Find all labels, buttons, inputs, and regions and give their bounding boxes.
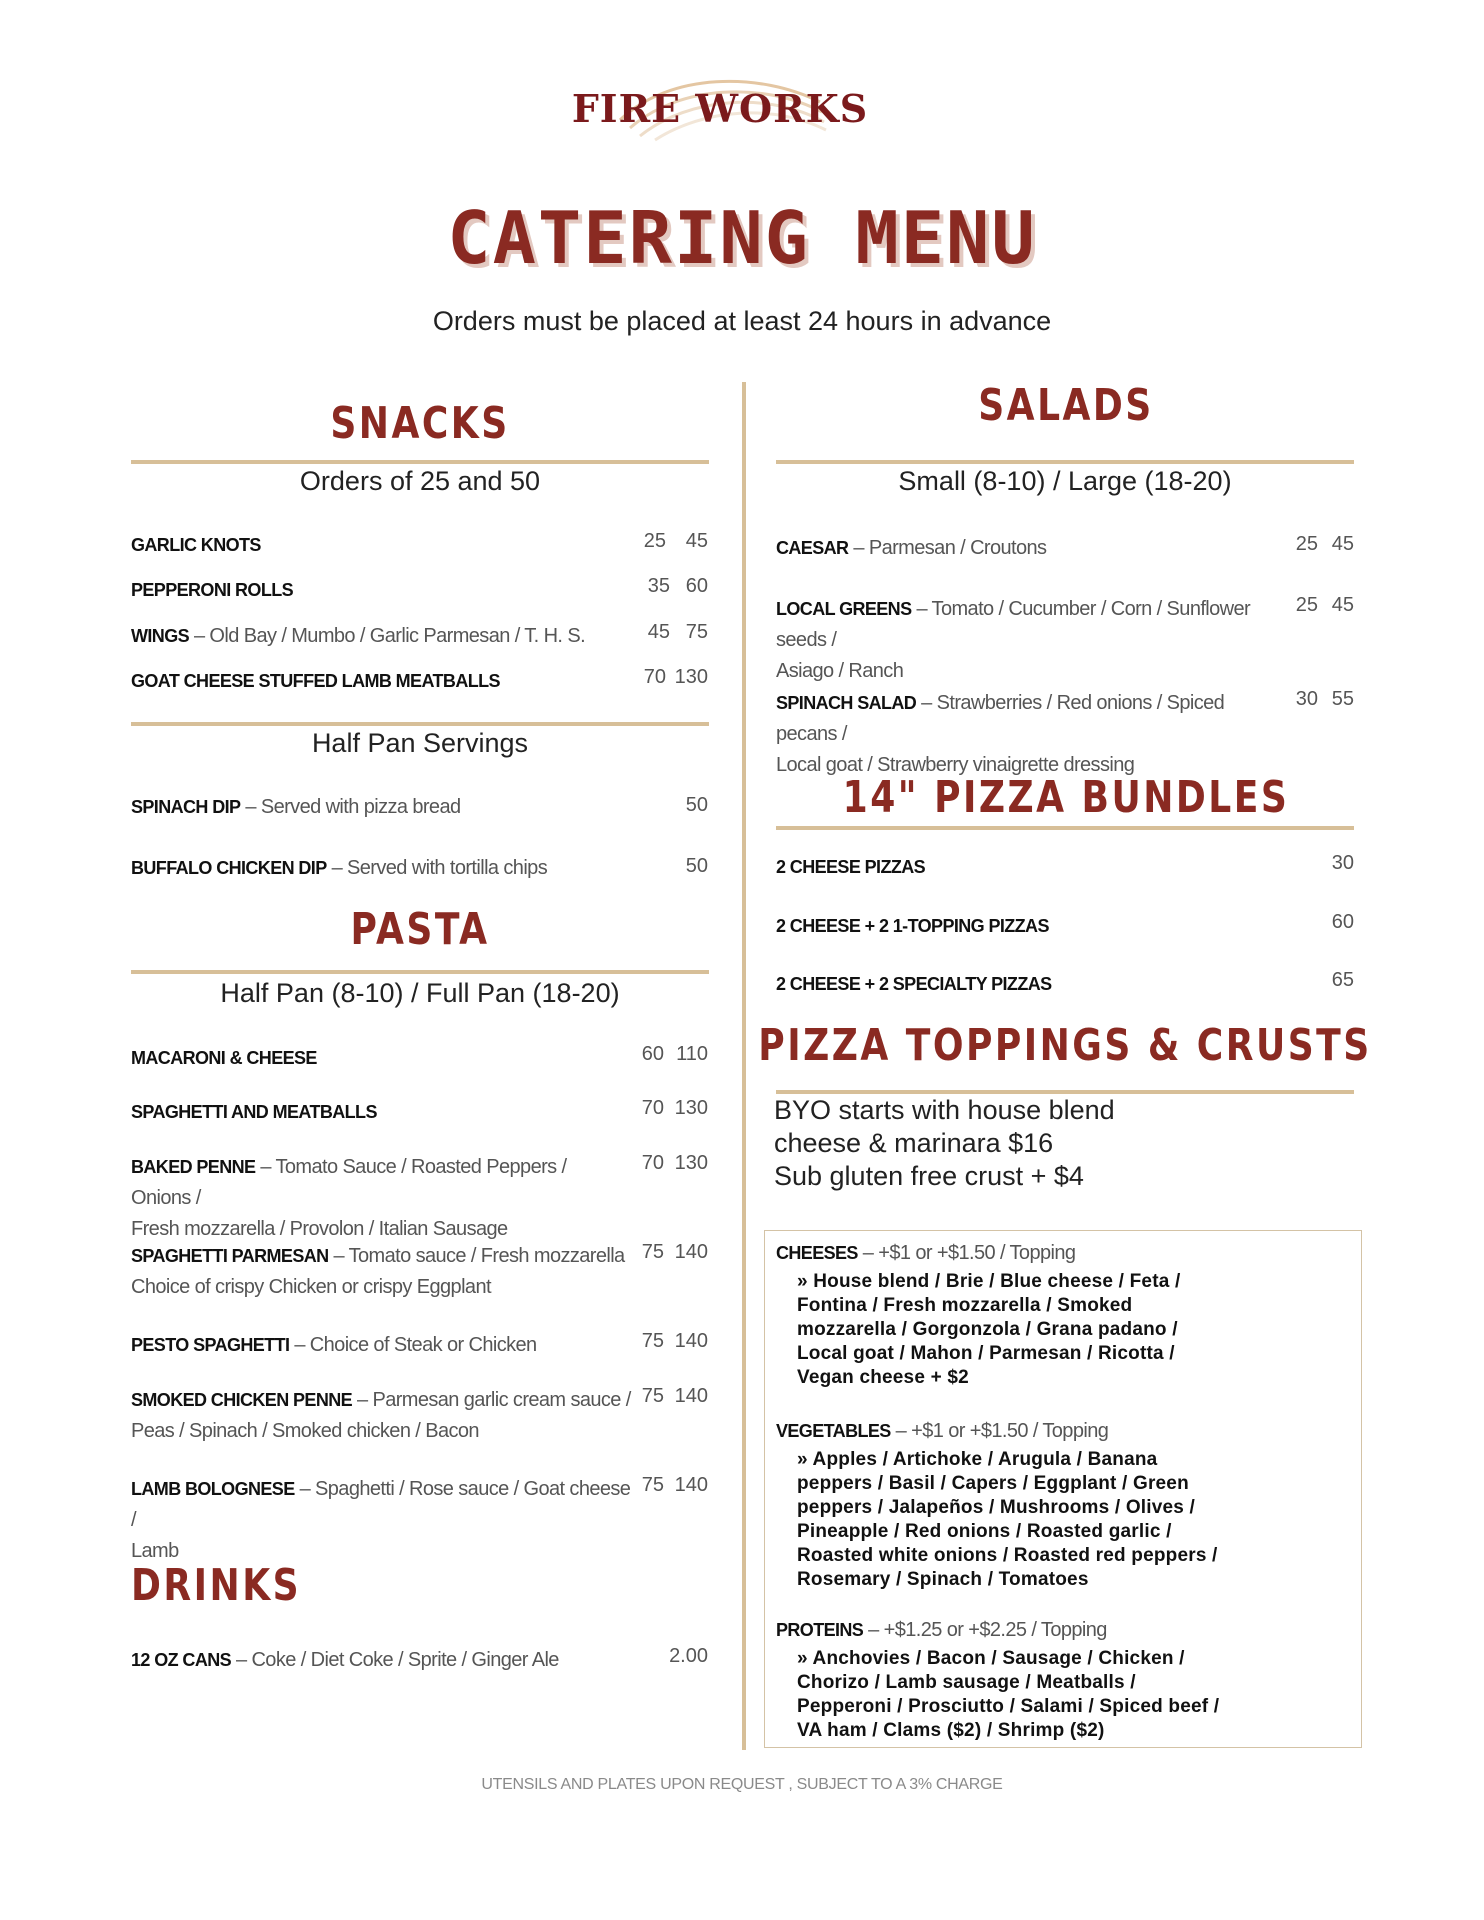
price: 50 — [685, 855, 708, 877]
menu-item: CAESAR – Parmesan / Croutons — [776, 537, 1047, 559]
menu-item: GOAT CHEESE STUFFED LAMB MEATBALLS — [131, 671, 500, 691]
menu-item: WINGS – Old Bay / Mumbo / Garlic Parmesan / T. H. S. — [131, 625, 586, 647]
menu-item: 2 CHEESE + 2 SPECIALTY PIZZAS — [776, 974, 1052, 994]
price-small: 35 — [647, 575, 670, 597]
price: 30 — [1331, 852, 1354, 874]
menu-item: MACARONI & CHEESE — [131, 1048, 317, 1068]
price-half: 75 — [641, 1330, 664, 1352]
byo-info — [774, 1094, 1294, 1193]
price: 65 — [1331, 969, 1354, 991]
price-large: 75 — [685, 621, 708, 643]
salads-rule — [776, 460, 1354, 464]
price-full: 110 — [676, 1043, 708, 1065]
price-small: 70 — [643, 666, 666, 688]
bundles-rule — [776, 826, 1354, 830]
price-large: 45 — [685, 530, 708, 552]
menu-item: SPAGHETTI AND MEATBALLS — [131, 1102, 377, 1122]
pasta-heading: PASTA — [350, 904, 490, 955]
price-full: 140 — [674, 1241, 708, 1263]
price-full: 130 — [674, 1097, 708, 1119]
pasta-rule — [131, 970, 709, 974]
topping-group-heading: PROTEINS – +$1.25 or +$2.25 / Topping — [776, 1619, 1107, 1641]
price-half: 70 — [641, 1152, 664, 1174]
menu-item: LOCAL GREENS – Tomato / Cucumber / Corn / Sunflower seeds / Asiago / Ranch — [776, 598, 1251, 682]
price-large: 45 — [1331, 594, 1354, 616]
salads-heading: SALADS — [978, 380, 1154, 431]
price-full: 140 — [674, 1474, 708, 1496]
snacks-heading: SNACKS — [330, 398, 510, 449]
price-small: 45 — [647, 621, 670, 643]
page-title: CATERING MENU — [447, 196, 1037, 280]
topping-group-heading: VEGETABLES – +$1 or +$1.50 / Topping — [776, 1420, 1109, 1442]
price-small: 25 — [643, 530, 666, 552]
menu-item: SMOKED CHICKEN PENNE – Parmesan garlic cream sauce / Peas / Spinach / Smoked chicken / Bacon — [131, 1389, 631, 1442]
menu-item: BAKED PENNE – Tomato Sauce / Roasted Peppers / Onions / Fresh mozzarella / Provolon / Italian Sausage — [131, 1156, 567, 1240]
menu-item: PESTO SPAGHETTI – Choice of Steak or Chicken — [131, 1334, 537, 1356]
snacks-subheading: Orders of 25 and 50 — [299, 466, 541, 496]
price-full: 140 — [674, 1385, 708, 1407]
drinks-heading: DRINKS — [131, 1560, 302, 1611]
price: 60 — [1331, 911, 1354, 933]
bundles-heading: 14" PIZZA BUNDLES — [842, 772, 1290, 823]
price: 50 — [685, 794, 708, 816]
price-half: 60 — [641, 1043, 664, 1065]
half-pan-rule — [131, 722, 709, 726]
snacks-rule — [131, 460, 709, 464]
pasta-subheading: Half Pan (8-10) / Full Pan (18-20) — [220, 978, 620, 1008]
footer-note: UTENSILS AND PLATES UPON REQUEST , SUBJECT TO A 3% CHARGE — [481, 1776, 1003, 1793]
price-half: 75 — [641, 1241, 664, 1263]
salads-subheading: Small (8-10) / Large (18-20) — [898, 466, 1232, 496]
menu-item: 12 OZ CANS – Coke / Diet Coke / Sprite / Ginger Ale — [131, 1649, 559, 1671]
topping-list-proteins: » Anchovies / Bacon / Sausage / Chicken / Chorizo / Lamb sausage / Meatballs / Pepperoni / Prosciutto / Salami / Spiced beef / VA ham / Clams ($2) / Shrimp ($2) — [797, 1648, 1220, 1741]
logo — [560, 62, 880, 152]
price-large: 60 — [685, 575, 708, 597]
price-large: 55 — [1331, 688, 1354, 710]
price-half: 70 — [641, 1097, 664, 1119]
menu-item: SPINACH SALAD – Strawberries / Red onions / Spiced pecans / Local goat / Strawberry vinaigrette dressing — [776, 692, 1225, 776]
price-small: 25 — [1295, 533, 1318, 555]
menu-item: LAMB BOLOGNESE – Spaghetti / Rose sauce / Goat cheese / Lamb — [131, 1478, 631, 1562]
price: 2.00 — [669, 1645, 708, 1667]
byo-line: Sub gluten free crust + $4 — [774, 1161, 1084, 1191]
half-pan-subheading: Half Pan Servings — [311, 728, 529, 758]
byo-line: cheese & marinara $16 — [774, 1128, 1054, 1158]
price-half: 75 — [641, 1474, 664, 1496]
menu-item: BUFFALO CHICKEN DIP – Served with tortilla chips — [131, 857, 548, 879]
page-subtitle: Orders must be placed at least 24 hours in advance — [432, 306, 1052, 336]
menu-item: SPAGHETTI PARMESAN – Tomato sauce / Fresh mozzarella Choice of crispy Chicken or crispy Eggplant — [131, 1245, 625, 1298]
price-small: 30 — [1295, 688, 1318, 710]
topping-group-heading: CHEESES – +$1 or +$1.50 / Topping — [776, 1242, 1076, 1264]
menu-item: 2 CHEESE + 2 1-TOPPING PIZZAS — [776, 916, 1049, 936]
price-large: 45 — [1331, 533, 1354, 555]
toppings-heading: PIZZA TOPPINGS & CRUSTS — [758, 1020, 1372, 1071]
price-full: 130 — [674, 1152, 708, 1174]
topping-list-cheeses: » House blend / Brie / Blue cheese / Feta / Fontina / Fresh mozzarella / Smoked mozzarella / Gorgonzola / Grana padano / Local goat / Mahon / Parmesan / Ricotta / Vegan cheese + $2 — [797, 1271, 1181, 1388]
price-half: 75 — [641, 1385, 664, 1407]
topping-list-vegetables: » Apples / Artichoke / Arugula / Banana peppers / Basil / Capers / Eggplant / Green peppers / Jalapeños / Mushrooms / Olives / Pineapple / Red onions / Roasted garlic / Roasted white onions / Roasted red peppers / Rosemary / Spinach / Tomatoes — [797, 1449, 1218, 1590]
menu-item: 2 CHEESE PIZZAS — [776, 857, 926, 877]
column-divider — [742, 382, 746, 1750]
price-small: 25 — [1295, 594, 1318, 616]
byo-line: BYO starts with house blend — [774, 1095, 1115, 1125]
logo-text: FIRE WORKS — [571, 86, 869, 131]
price-large: 130 — [674, 666, 708, 688]
price-full: 140 — [674, 1330, 708, 1352]
menu-item: GARLIC KNOTS — [131, 535, 261, 555]
menu-item: SPINACH DIP – Served with pizza bread — [131, 796, 461, 818]
menu-item: PEPPERONI ROLLS — [131, 580, 294, 600]
